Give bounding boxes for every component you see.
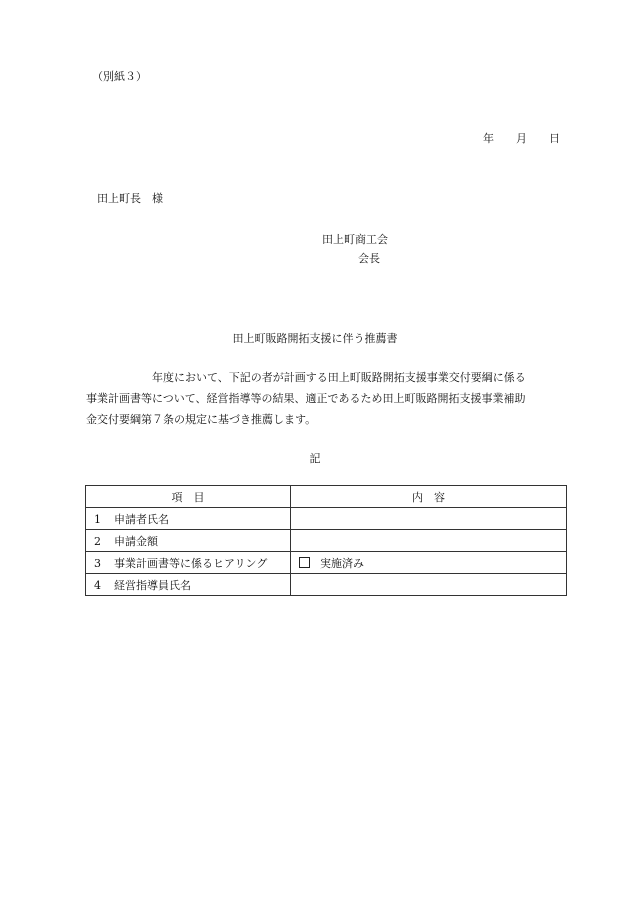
table-row <box>86 530 567 552</box>
row-number: 3 <box>94 556 101 570</box>
body-line: 事業計画書等について、経営指導等の結果、適正であるため田上町販路開拓支援事業補助 <box>86 392 526 405</box>
date-month: 月 <box>516 132 527 145</box>
date-line <box>483 130 560 146</box>
body-line: 金交付要綱第７条の規定に基づき推薦します。 <box>86 413 317 426</box>
date-year: 年 <box>483 132 494 145</box>
date-day: 日 <box>549 132 560 145</box>
table-row <box>86 574 567 596</box>
item-label: 申請者氏名 <box>114 512 169 526</box>
item-cell <box>86 574 291 596</box>
row-number: 2 <box>94 534 101 548</box>
body-line: 年度において、下記の者が計画する田上町販路開拓支援事業交付要綱に係る <box>86 371 526 384</box>
table-header-row <box>86 486 567 508</box>
recommendation-table <box>85 485 567 596</box>
item-label: 経営指導員氏名 <box>114 578 191 592</box>
row-number: 1 <box>94 512 101 526</box>
content-cell-advisor-name[interactable] <box>291 574 567 596</box>
checkbox-icon[interactable] <box>299 557 310 568</box>
addressee: 田上町長 様 <box>97 192 163 205</box>
header-content: 内 容 <box>291 486 567 508</box>
item-cell <box>86 530 291 552</box>
sender-organization: 田上町商工会 <box>322 233 388 246</box>
body-paragraph <box>86 367 566 430</box>
item-cell <box>86 552 291 574</box>
item-label: 事業計画書等に係るヒアリング <box>114 556 268 570</box>
hearing-status: 実施済み <box>320 556 364 570</box>
document-title: 田上町販路開拓支援に伴う推薦書 <box>232 332 398 345</box>
sender-title: 会長 <box>358 252 380 265</box>
content-cell-applicant-name[interactable] <box>291 508 567 530</box>
item-cell <box>86 508 291 530</box>
content-cell-amount[interactable] <box>291 530 567 552</box>
header-item: 項 目 <box>86 486 291 508</box>
table-row <box>86 552 567 574</box>
content-cell-hearing <box>291 552 567 574</box>
row-number: 4 <box>94 578 101 592</box>
ki-heading: 記 <box>309 452 321 465</box>
table-row <box>86 508 567 530</box>
item-label: 申請金額 <box>114 534 158 548</box>
annex-label: （別紙３） <box>92 70 147 83</box>
